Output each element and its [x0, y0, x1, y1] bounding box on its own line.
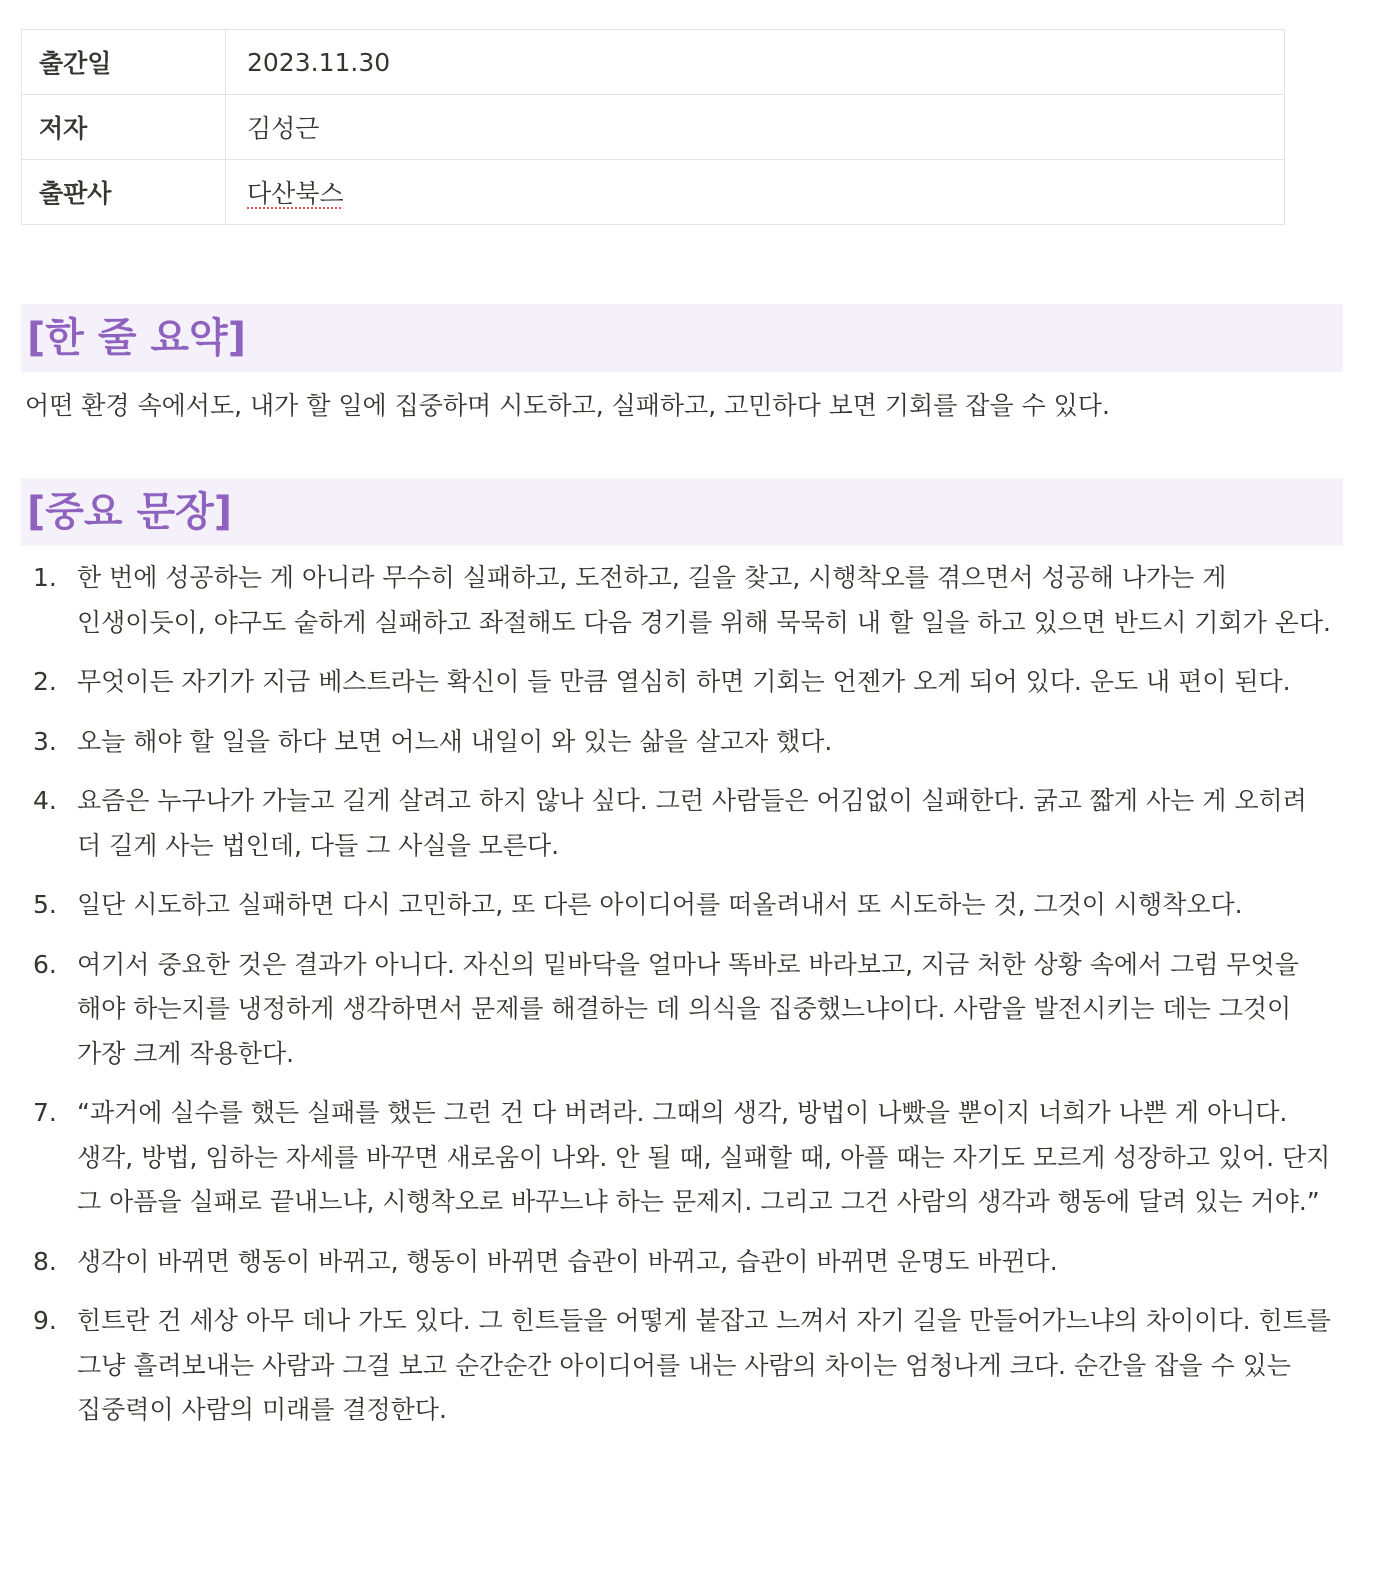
list-item[interactable] [0, 943, 1383, 1077]
list-number: 8. [33, 1246, 57, 1276]
list-item-text: 한 번에 성공하는 게 아니라 무수히 실패하고, 도전하고, 길을 찾고, 시행착오를 겪으면서 성공해 나가는 게 인생이듯이, 야구도 숱하게 실패하고 좌절해도 다음 경기를 위해 묵묵히 내 할 일을 하고 있으면 반드시 기회가 온다. [77, 563, 1331, 637]
list-item-text: 여기서 중요한 것은 결과가 아니다. 자신의 밑바닥을 얼마나 똑바로 바라보고, 지금 처한 상황 속에서 그럼 무엇을 해야 하는지를 냉정하게 생각하면서 문제를 해결하는 데 의식을 집중했느냐이다. 사람을 발전시키는 데는 그것이 가장 크게 작용한다. [77, 949, 1299, 1068]
publisher-text: 다산북스 [247, 179, 344, 208]
table-cell-label: 출간일 [22, 30, 226, 95]
list-number: 6. [33, 949, 57, 979]
list-item-text: 요즘은 누구나가 가늘고 길게 살려고 하지 않나 싶다. 그런 사람들은 어김없이 실패한다. 굵고 짧게 사는 게 오히려 더 길게 사는 법인데, 다들 그 사실을 모른다. [77, 786, 1307, 860]
list-item[interactable] [0, 1299, 1383, 1433]
list-number: 5. [33, 890, 57, 919]
list-item-text: 생각이 바뀌면 행동이 바뀌고, 행동이 바뀌면 습관이 바뀌고, 습관이 바뀌면 운명도 바뀐다. [77, 1246, 1058, 1276]
list-item[interactable] [0, 660, 1383, 705]
quotes-heading[interactable]: [중요 문장] [21, 478, 1343, 546]
list-item[interactable] [0, 556, 1383, 645]
table-row [22, 160, 1285, 225]
list-item-text: 일단 시도하고 실패하면 다시 고민하고, 또 다른 아이디어를 떠올려내서 또 시도하는 것, 그것이 시행착오다. [77, 890, 1243, 919]
list-item[interactable] [0, 720, 1383, 765]
list-number: 3. [33, 726, 57, 756]
list-item[interactable] [0, 883, 1383, 928]
list-number: 9. [33, 1306, 57, 1335]
list-item-text: 힌트란 건 세상 아무 데나 가도 있다. 그 힌트들을 어떻게 붙잡고 느껴서 자기 길을 만들어가느냐의 차이이다. 힌트를 그냥 흘려보내는 사람과 그걸 보고 순간순간 아이디어를 내는 사람의 차이는 엄청나게 크다. 순간을 잡을 수 있는 집중력이 사람의 미래를 결정한다. [77, 1306, 1331, 1424]
list-number: 1. [33, 563, 57, 592]
list-number: 7. [33, 1098, 57, 1127]
list-item[interactable] [0, 1240, 1383, 1285]
table-cell-value[interactable]: 김성근 [226, 95, 1285, 160]
summary-heading[interactable]: [한 줄 요약] [21, 304, 1343, 372]
list-item-text: 무엇이든 자기가 지금 베스트라는 확신이 들 만큼 열심히 하면 기회는 언젠가 오게 되어 있다. 운도 내 편이 된다. [77, 667, 1291, 696]
table-cell-value[interactable]: 2023.11.30 [226, 30, 1285, 95]
summary-text[interactable]: 어떤 환경 속에서도, 내가 할 일에 집중하며 시도하고, 실패하고, 고민하다 보면 기회를 잡을 수 있다. [25, 391, 1110, 420]
list-number: 4. [33, 786, 57, 815]
list-item-text: “과거에 실수를 했든 실패를 했든 그런 건 다 버려라. 그때의 생각, 방법이 나빴을 뿐이지 너희가 나쁜 게 아니다. 생각, 방법, 임하는 자세를 바꾸면 새로움이 나와. 안 될 때, 실패할 때, 아플 때는 자기도 모르게 성장하고 있어. 단지 그 아픔을 실패로 끝내느냐, 시행착오로 바꾸느냐 하는 문제지. 그리고 그건 사람의 생각과 행동에 달려 있는 거야.” [77, 1098, 1331, 1216]
book-info-table [21, 29, 1285, 225]
list-item[interactable] [0, 779, 1383, 868]
table-cell-label: 저자 [22, 95, 226, 160]
list-item[interactable] [0, 1091, 1383, 1225]
table-cell-label: 출판사 [22, 160, 226, 225]
table-cell-value[interactable] [226, 160, 1285, 225]
table-row [22, 30, 1285, 95]
list-item-text: 오늘 해야 할 일을 하다 보면 어느새 내일이 와 있는 삶을 살고자 했다. [77, 726, 833, 756]
list-number: 2. [33, 667, 57, 696]
quotes-list [0, 556, 1383, 1448]
table-row [22, 95, 1285, 160]
